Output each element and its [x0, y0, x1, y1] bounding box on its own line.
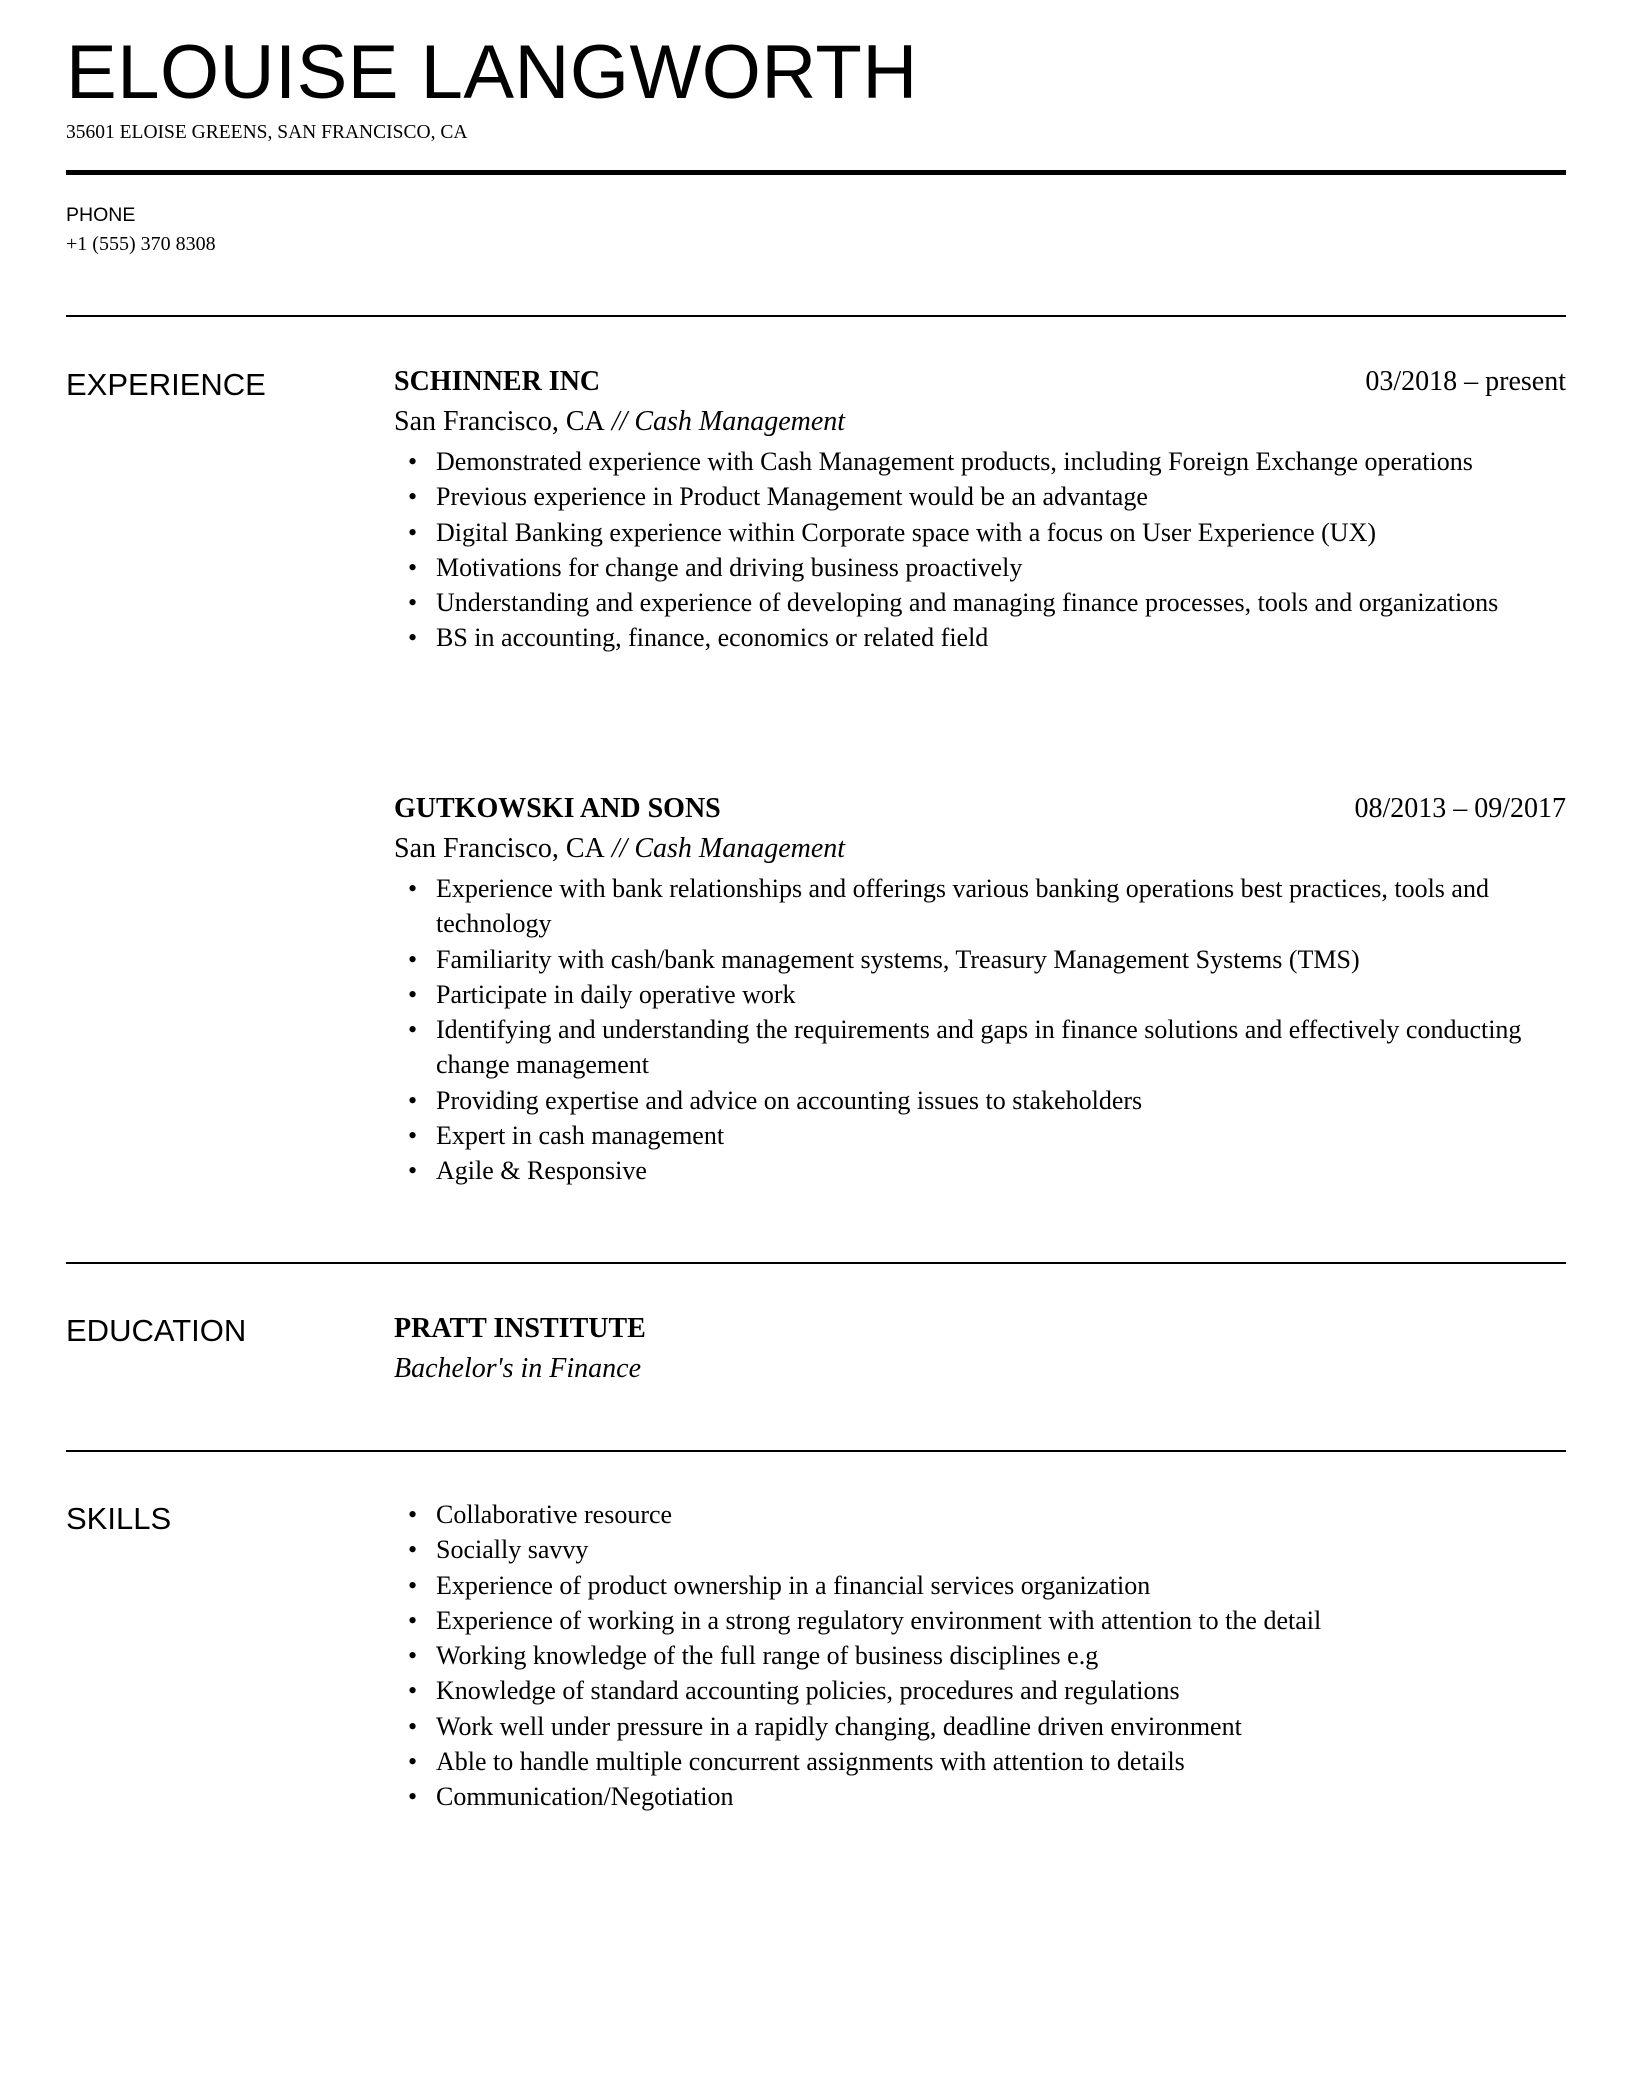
- job-entry: [394, 362, 1566, 656]
- section-divider-education: [66, 1262, 1566, 1264]
- education-heading: EDUCATION: [66, 1313, 247, 1348]
- school-name: PRATT INSTITUTE: [394, 1313, 646, 1344]
- list-item: • Familiarity with cash/bank management systems, Treasury Management Systems (TMS): [436, 942, 1566, 977]
- company-name: GUTKOWSKI AND SONS: [394, 793, 721, 824]
- phone-number: +1 (555) 370 8308: [66, 233, 216, 255]
- job-bullets: [394, 871, 1566, 1189]
- list-item: • Providing expertise and advice on accounting issues to stakeholders: [436, 1083, 1566, 1118]
- list-item: • Work well under pressure in a rapidly changing, deadline driven environment: [436, 1709, 1566, 1744]
- resume-page: [66, 0, 1566, 2098]
- list-item: • Digital Banking experience within Corporate space with a focus on User Experience (UX): [436, 515, 1566, 550]
- list-item: • Expert in cash management: [436, 1118, 1566, 1153]
- header-divider: [66, 170, 1566, 175]
- candidate-address: 35601 ELOISE GREENS, SAN FRANCISCO, CA: [66, 122, 468, 143]
- section-divider-skills: [66, 1450, 1566, 1452]
- skills-list: [394, 1497, 1566, 1815]
- section-divider-experience: [66, 315, 1566, 317]
- list-item: • BS in accounting, finance, economics or related field: [436, 620, 1566, 655]
- education-entry: [394, 1309, 1566, 1389]
- list-item: • Collaborative resource: [436, 1497, 1566, 1532]
- job-separator: //: [604, 406, 635, 437]
- phone-label: PHONE: [66, 204, 136, 226]
- list-item: • Knowledge of standard accounting policies, procedures and regulations: [436, 1673, 1566, 1708]
- list-item: • Socially savvy: [436, 1532, 1566, 1567]
- degree: Bachelor's in Finance: [394, 1353, 642, 1384]
- job-header: [394, 789, 1566, 829]
- company-name: SCHINNER INC: [394, 366, 601, 397]
- job-role: Cash Management: [634, 833, 846, 864]
- job-dates: 03/2018 – present: [1365, 366, 1566, 397]
- job-subtitle: [394, 402, 1566, 442]
- list-item: • Identifying and understanding the requirements and gaps in finance solutions and effectively conducting change management: [436, 1012, 1566, 1083]
- list-item: • Understanding and experience of developing and managing finance processes, tools and organizations: [436, 585, 1566, 620]
- job-bullets: [394, 444, 1566, 656]
- experience-heading: EXPERIENCE: [66, 367, 266, 402]
- job-location: San Francisco, CA: [394, 406, 605, 437]
- list-item: • Experience of working in a strong regulatory environment with attention to the detail: [436, 1603, 1566, 1638]
- list-item: • Able to handle multiple concurrent assignments with attention to details: [436, 1744, 1566, 1779]
- skills-entry: [394, 1497, 1566, 1815]
- job-header: [394, 362, 1566, 402]
- list-item: • Communication/Negotiation: [436, 1779, 1566, 1814]
- list-item: • Agile & Responsive: [436, 1153, 1566, 1188]
- list-item: • Demonstrated experience with Cash Management products, including Foreign Exchange operations: [436, 444, 1566, 479]
- candidate-name: ELOUISE LANGWORTH: [66, 30, 918, 115]
- job-location: San Francisco, CA: [394, 833, 605, 864]
- list-item: • Participate in daily operative work: [436, 977, 1566, 1012]
- list-item: • Working knowledge of the full range of business disciplines e.g: [436, 1638, 1566, 1673]
- list-item: • Motivations for change and driving business proactively: [436, 550, 1566, 585]
- job-dates: 08/2013 – 09/2017: [1354, 793, 1566, 824]
- skills-heading: SKILLS: [66, 1501, 172, 1536]
- job-role: Cash Management: [634, 406, 846, 437]
- list-item: • Experience with bank relationships and offerings various banking operations best practices, tools and technology: [436, 871, 1566, 942]
- job-entry: [394, 789, 1566, 1189]
- job-separator: //: [604, 833, 635, 864]
- job-subtitle: [394, 829, 1566, 869]
- list-item: • Experience of product ownership in a financial services organization: [436, 1568, 1566, 1603]
- list-item: • Previous experience in Product Management would be an advantage: [436, 479, 1566, 514]
